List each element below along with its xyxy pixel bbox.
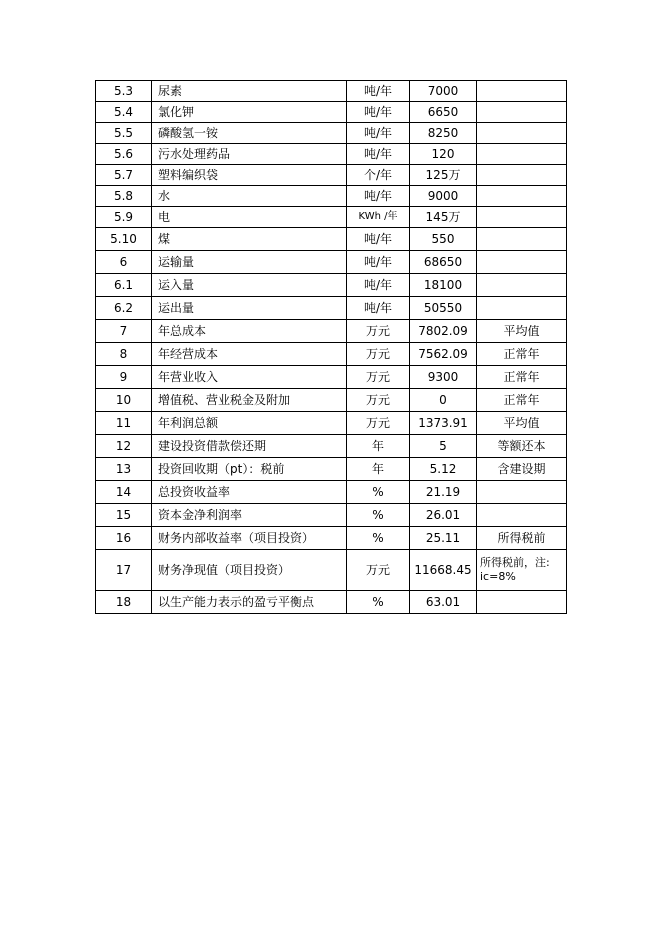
row-number: 16	[96, 527, 152, 550]
row-item: 运出量	[152, 297, 347, 320]
table-row	[96, 527, 567, 550]
row-item: 年总成本	[152, 320, 347, 343]
row-unit: 吨/年	[347, 251, 410, 274]
row-note: 所得税前，注: ic=8%	[477, 550, 567, 591]
row-note	[477, 591, 567, 614]
row-unit: 万元	[347, 320, 410, 343]
row-item: 磷酸氢一铵	[152, 123, 347, 144]
table-row	[96, 412, 567, 435]
table-row	[96, 102, 567, 123]
row-unit: %	[347, 527, 410, 550]
row-item: 增值税、营业税金及附加	[152, 389, 347, 412]
row-note: 正常年	[477, 366, 567, 389]
row-number: 5.9	[96, 207, 152, 228]
row-value: 26.01	[410, 504, 477, 527]
table-row	[96, 297, 567, 320]
row-number: 10	[96, 389, 152, 412]
row-unit: 万元	[347, 550, 410, 591]
row-note	[477, 251, 567, 274]
row-note: 平均值	[477, 412, 567, 435]
row-number: 14	[96, 481, 152, 504]
table-row	[96, 207, 567, 228]
row-value: 18100	[410, 274, 477, 297]
row-item: 电	[152, 207, 347, 228]
row-value: 7802.09	[410, 320, 477, 343]
row-value: 9300	[410, 366, 477, 389]
table-row	[96, 458, 567, 481]
row-note	[477, 274, 567, 297]
table-row	[96, 251, 567, 274]
row-unit: KWh /年	[347, 207, 410, 228]
row-item: 以生产能力表示的盈亏平衡点	[152, 591, 347, 614]
row-note: 正常年	[477, 389, 567, 412]
table-row	[96, 144, 567, 165]
row-item: 煤	[152, 228, 347, 251]
table-row	[96, 366, 567, 389]
row-item: 污水处理药品	[152, 144, 347, 165]
row-value: 1373.91	[410, 412, 477, 435]
row-number: 6	[96, 251, 152, 274]
row-unit: 万元	[347, 389, 410, 412]
row-number: 7	[96, 320, 152, 343]
row-value: 5.12	[410, 458, 477, 481]
row-value: 7000	[410, 81, 477, 102]
table-row	[96, 550, 567, 591]
row-value: 7562.09	[410, 343, 477, 366]
table-row	[96, 320, 567, 343]
row-number: 5.8	[96, 186, 152, 207]
row-value: 11668.45	[410, 550, 477, 591]
row-value: 125万	[410, 165, 477, 186]
row-value: 120	[410, 144, 477, 165]
row-item: 投资回收期（pt）：税前	[152, 458, 347, 481]
table-row	[96, 123, 567, 144]
row-note	[477, 123, 567, 144]
row-value: 5	[410, 435, 477, 458]
row-unit: %	[347, 504, 410, 527]
row-unit: 吨/年	[347, 186, 410, 207]
row-item: 年营业收入	[152, 366, 347, 389]
row-note: 含建设期	[477, 458, 567, 481]
row-unit: 吨/年	[347, 123, 410, 144]
row-item: 总投资收益率	[152, 481, 347, 504]
row-number: 11	[96, 412, 152, 435]
row-number: 13	[96, 458, 152, 481]
row-unit: 年	[347, 435, 410, 458]
row-number: 6.1	[96, 274, 152, 297]
row-unit: 年	[347, 458, 410, 481]
row-unit: %	[347, 481, 410, 504]
row-note	[477, 481, 567, 504]
row-number: 5.7	[96, 165, 152, 186]
row-note	[477, 165, 567, 186]
row-note	[477, 297, 567, 320]
table-row	[96, 591, 567, 614]
row-value: 8250	[410, 123, 477, 144]
row-value: 25.11	[410, 527, 477, 550]
row-note: 平均值	[477, 320, 567, 343]
row-note: 等额还本	[477, 435, 567, 458]
row-note: 正常年	[477, 343, 567, 366]
indicator-table	[95, 80, 567, 614]
row-value: 21.19	[410, 481, 477, 504]
row-number: 17	[96, 550, 152, 591]
row-number: 5.4	[96, 102, 152, 123]
row-value: 6650	[410, 102, 477, 123]
row-unit: 万元	[347, 343, 410, 366]
row-value: 50550	[410, 297, 477, 320]
row-note	[477, 102, 567, 123]
row-number: 18	[96, 591, 152, 614]
row-unit: 吨/年	[347, 228, 410, 251]
row-item: 运输量	[152, 251, 347, 274]
row-value: 68650	[410, 251, 477, 274]
row-unit: 吨/年	[347, 274, 410, 297]
table-row	[96, 186, 567, 207]
table-row	[96, 389, 567, 412]
table-row	[96, 343, 567, 366]
row-unit: %	[347, 591, 410, 614]
row-unit: 个/年	[347, 165, 410, 186]
table-row	[96, 81, 567, 102]
row-note	[477, 186, 567, 207]
row-note	[477, 504, 567, 527]
row-note	[477, 207, 567, 228]
row-unit: 吨/年	[347, 297, 410, 320]
row-number: 5.10	[96, 228, 152, 251]
row-unit: 万元	[347, 412, 410, 435]
row-value: 63.01	[410, 591, 477, 614]
row-number: 6.2	[96, 297, 152, 320]
row-value: 9000	[410, 186, 477, 207]
table-row	[96, 504, 567, 527]
row-number: 12	[96, 435, 152, 458]
row-number: 5.3	[96, 81, 152, 102]
row-number: 5.5	[96, 123, 152, 144]
row-value: 145万	[410, 207, 477, 228]
table-row	[96, 274, 567, 297]
row-item: 年经营成本	[152, 343, 347, 366]
table-row	[96, 435, 567, 458]
row-note: 所得税前	[477, 527, 567, 550]
row-number: 9	[96, 366, 152, 389]
row-unit: 万元	[347, 366, 410, 389]
row-note	[477, 81, 567, 102]
row-note	[477, 144, 567, 165]
row-number: 5.6	[96, 144, 152, 165]
row-item: 财务内部收益率（项目投资）	[152, 527, 347, 550]
table-row	[96, 481, 567, 504]
row-item: 建设投资借款偿还期	[152, 435, 347, 458]
row-item: 塑料编织袋	[152, 165, 347, 186]
table-row	[96, 228, 567, 251]
row-item: 财务净现值（项目投资）	[152, 550, 347, 591]
row-item: 尿素	[152, 81, 347, 102]
table-row	[96, 165, 567, 186]
row-item: 年利润总额	[152, 412, 347, 435]
row-unit: 吨/年	[347, 144, 410, 165]
row-item: 运入量	[152, 274, 347, 297]
row-value: 550	[410, 228, 477, 251]
row-number: 8	[96, 343, 152, 366]
row-unit: 吨/年	[347, 81, 410, 102]
row-item: 氯化钾	[152, 102, 347, 123]
row-value: 0	[410, 389, 477, 412]
row-item: 水	[152, 186, 347, 207]
row-item: 资本金净利润率	[152, 504, 347, 527]
row-number: 15	[96, 504, 152, 527]
row-note	[477, 228, 567, 251]
row-unit: 吨/年	[347, 102, 410, 123]
